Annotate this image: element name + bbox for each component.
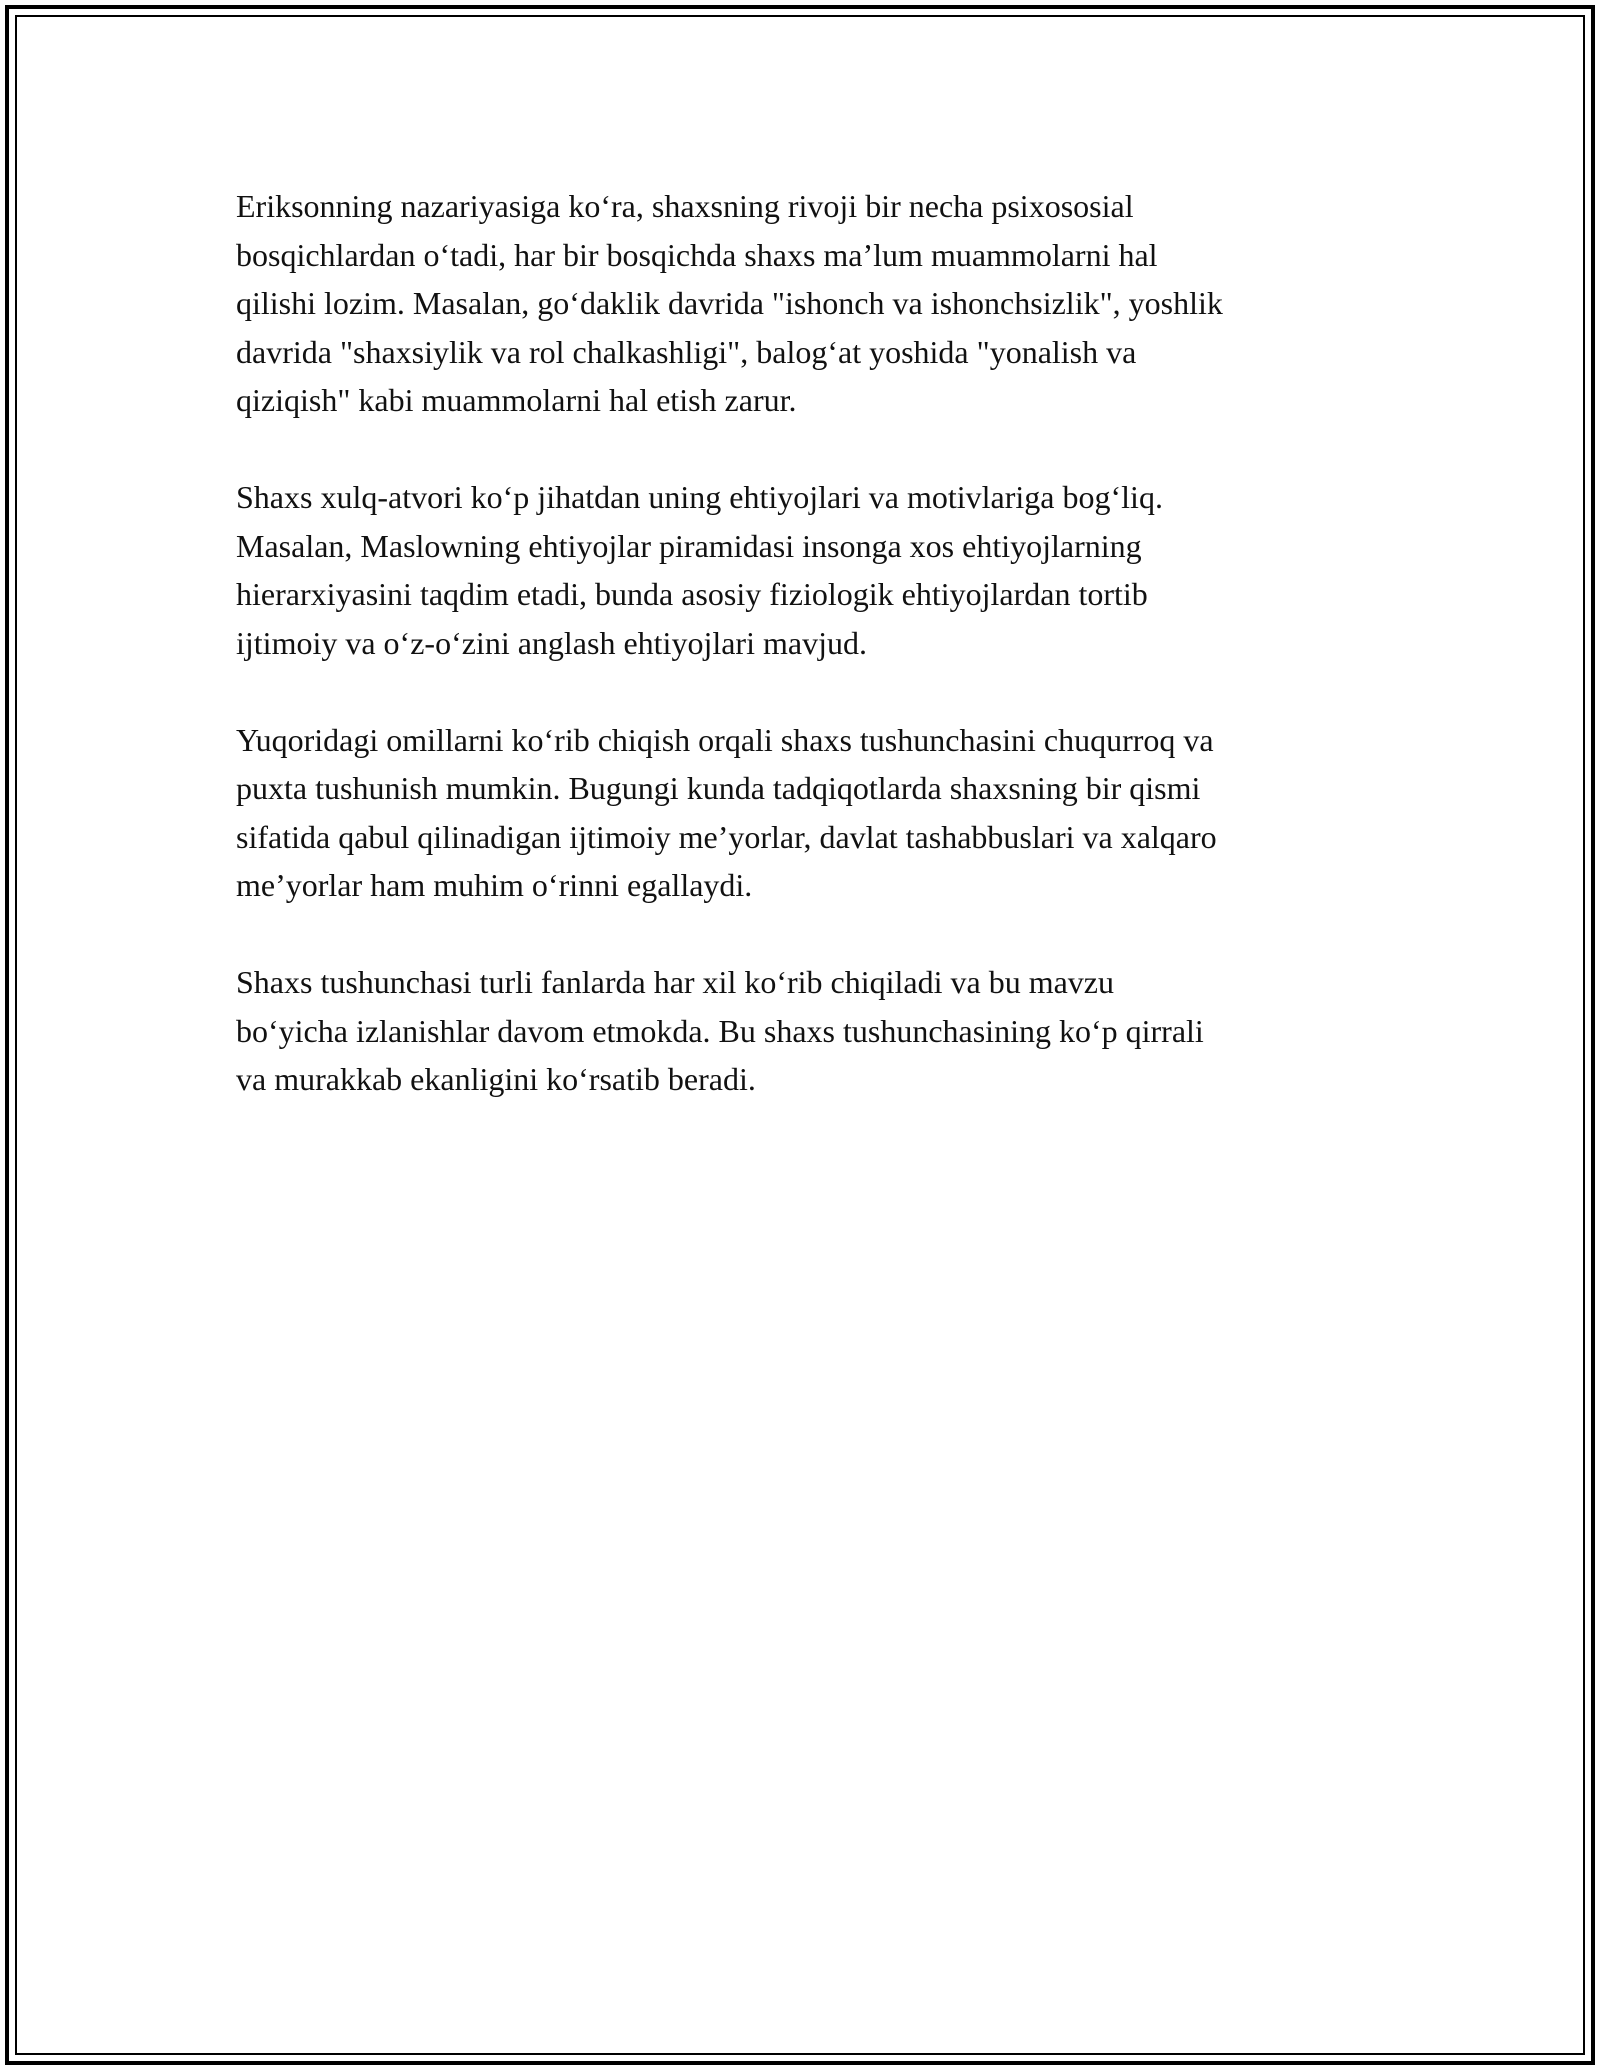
text-line: hierarxiyasini taqdim etadi, bunda asosiy fiziologik ehtiyojlardan tortib [236,576,1148,612]
paragraph-3 [236,716,1396,910]
text-line: puxta tushunish mumkin. Bugungi kunda tadqiqotlarda shaxsning bir qismi [236,770,1201,806]
text-line: qiziqish" kabi muammolarni hal etish zarur. [236,382,797,418]
text-line: Shaxs tushunchasi turli fanlarda har xil ko‘rib chiqiladi va bu mavzu [236,964,1114,1000]
text-line: me’yorlar ham muhim o‘rinni egallaydi. [236,867,753,903]
text-line: ijtimoiy va o‘z-o‘zini anglash ehtiyojlari mavjud. [236,624,867,661]
text-line: Eriksonning nazariyasiga ko‘ra, shaxsning rivoji bir necha psixososial [236,188,1134,224]
text-line: Shaxs xulq-atvori ko‘p jihatdan uning ehtiyojlari va motivlariga bog‘liq. [236,479,1163,515]
document-body [236,182,1396,1152]
text-line: bo‘yicha izlanishlar davom etmokda. Bu shaxs tushunchasining ko‘p qirrali [236,1012,1204,1049]
text-line: Masalan, Maslowning ehtiyojlar piramidasi insonga xos ehtiyojlarning [236,527,1142,564]
text-line: bosqichlardan o‘tadi, har bir bosqichda shaxs ma’lum muammolarni hal [236,236,1158,273]
text-line: va murakkab ekanligini ko‘rsatib beradi. [236,1061,756,1097]
paragraph-2 [236,473,1396,667]
text-line: qilishi lozim. Masalan, go‘daklik davrida "ishonch va ishonchsizlik", yoshlik [236,285,1223,321]
text-line: sifatida qabul qilinadigan ijtimoiy me’yorlar, davlat tashabbuslari va xalqaro [236,818,1217,855]
paragraph-4 [236,958,1396,1104]
text-line: davrida "shaxsiylik va rol chalkashligi", balog‘at yoshida "yonalish va [236,333,1137,370]
paragraph-1 [236,182,1396,425]
text-line: Yuqoridagi omillarni ko‘rib chiqish orqali shaxs tushunchasini chuqurroq va [236,721,1214,758]
